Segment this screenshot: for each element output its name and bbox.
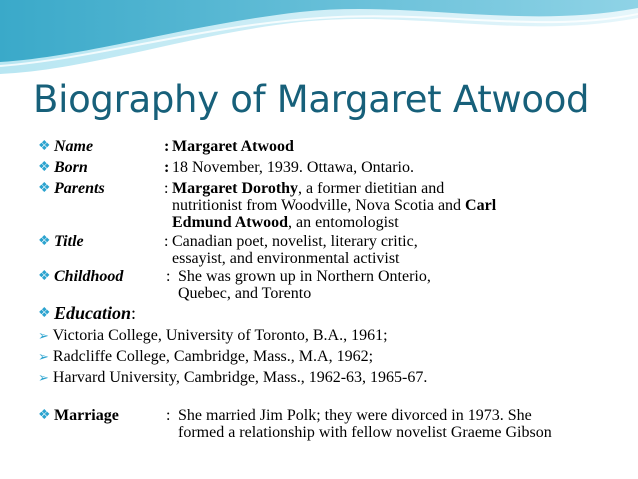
education-item: ➢ Harvard University, Cambridge, Mass., 1962-63, 1965-67.: [38, 369, 428, 386]
education-item: ➢ Victoria College, University of Toronto, B.A., 1961;: [38, 327, 388, 344]
marriage-label: Marriage: [54, 407, 119, 424]
diamond-bullet-icon: ❖: [38, 181, 51, 196]
diamond-bullet-icon: ❖: [38, 408, 51, 423]
childhood-line-2: Quebec, and Torento: [178, 285, 312, 302]
name-colon: :: [164, 138, 170, 155]
mother-description: , a former dietitian and: [298, 180, 445, 197]
header-wave-decoration: [0, 0, 638, 80]
parents-colon: :: [164, 180, 169, 197]
education-heading: Education:: [54, 303, 137, 323]
title-label: Title: [54, 233, 84, 250]
childhood-line-1: She was grown up in Northern Onterio,: [178, 268, 431, 285]
parents-label: Parents: [54, 180, 105, 197]
parents-line-3: Edmund Atwood, an entomologist: [172, 214, 399, 231]
education-item: ➢ Radcliffe College, Cambridge, Mass., M.A, 1962;: [38, 348, 374, 365]
title-line-2: essayist, and environmental activist: [172, 250, 400, 267]
diamond-bullet-icon: ❖: [38, 160, 51, 175]
diamond-bullet-icon: ❖: [38, 306, 51, 321]
title-colon: :: [164, 233, 169, 250]
arrow-bullet-icon: ➢: [38, 370, 49, 385]
marriage-line-1: She married Jim Polk; they were divorced in 1973. She: [178, 407, 532, 424]
marriage-line-2: formed a relationship with fellow novelist Graeme Gibson: [178, 424, 552, 441]
father-name-first: Carl: [465, 197, 497, 214]
born-label: Born: [54, 159, 88, 176]
diamond-bullet-icon: ❖: [38, 139, 51, 154]
arrow-bullet-icon: ➢: [38, 349, 49, 364]
father-name-rest: Edmund Atwood: [172, 214, 289, 231]
name-value: Margaret Atwood: [172, 138, 294, 155]
born-colon: :: [164, 159, 170, 176]
childhood-colon: :: [166, 268, 171, 285]
slide-title: Biography of Margaret Atwood: [33, 78, 590, 121]
title-line-1: Canadian poet, novelist, literary critic,: [172, 233, 418, 250]
parents-line-2: nutritionist from Woodville, Nova Scotia and Carl: [172, 197, 497, 214]
diamond-bullet-icon: ❖: [38, 234, 51, 249]
diamond-bullet-icon: ❖: [38, 269, 51, 284]
name-label: Name: [54, 138, 94, 155]
marriage-colon: :: [166, 407, 171, 424]
arrow-bullet-icon: ➢: [38, 328, 49, 343]
childhood-label: Childhood: [54, 268, 124, 285]
parents-line-1: [172, 180, 444, 197]
mother-name: Margaret Dorothy: [172, 180, 299, 197]
born-value: 18 November, 1939. Ottawa, Ontario.: [172, 159, 414, 176]
